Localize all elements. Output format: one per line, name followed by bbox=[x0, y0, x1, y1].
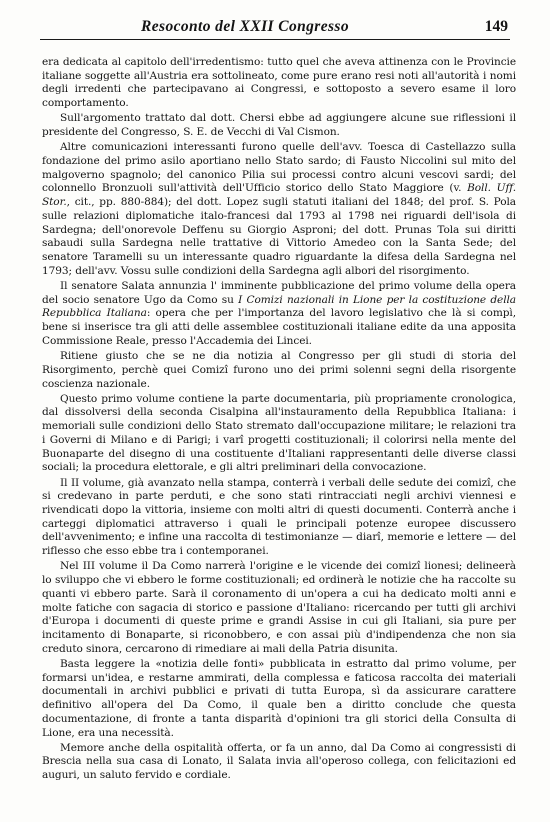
page-header bbox=[40, 12, 510, 38]
header-rule bbox=[40, 39, 510, 40]
paragraph-7: Il II volume, già avanzato nella stampa, conterrà i verbali delle sedute dei comizî, che si credevano in parte perduti, e che sono stati rintracciati negli archivi viennesi e rivendicati dopo la vittoria, insieme con molti altri di questi documenti. Conterrà anche i carteggi diplomatici attraverso i quali le principali potenze europee discussero dell'avvenimento; e infine una raccolta di testimonianze — diarî, memorie e lettere — del riflesso che esso ebbe tra i contemporanei. bbox=[42, 476, 516, 558]
body-text bbox=[42, 56, 516, 784]
paragraph-8: Nel III volume il Da Como narrerà l'origine e le vicende dei comizî lionesi; delineerà lo sviluppo che vi ebbero le forme costituzionali; ed ordinerà le notizie che ha raccolte su quanti vi ebbero parte. Sarà il coronamento di un'opera a cui ha dedicato molti anni e molte fatiche con sagacia di storico e passione d'Italiano: ricercando per tutti gli archivi d'Europa i documenti di queste prime e grandi Assise in cui gli Italiani, sia pure per incitamento di Bonaparte, si riconobbero, e con assai più d'indipendenza che non sia creduto sinora, cercarono di rimediare ai mali della Patria disunita. bbox=[42, 560, 516, 655]
page-number: 149 bbox=[484, 18, 508, 35]
paragraph-10: Memore anche della ospitalità offerta, or fa un anno, dal Da Como ai congressisti di Brescia nella sua casa di Lonato, il Salata invia all'operoso collega, con felicitazioni ed auguri, un saluto fervido e cordiale. bbox=[42, 741, 516, 782]
paragraph-3: Altre comunicazioni interessanti furono quelle dell'avv. Toesca di Castellazzo sulla fondazione del primo asilo aportiano nello Stato sardo; di Fausto Niccolini sul mito del malgoverno spagnolo; del canonico Pilia sui processi contro alcuni vescovi sardi; del colonnello Bronzuoli sull'attività dell'Ufficio storico dello Stato Maggiore (v. Boll. Uff. Stor., cit., pp. 880-884); del dott. Lopez sugli statuti italiani del 1848; del prof. S. Pola sulle relazioni diplomatiche italo-francesi dal 1793 al 1798 nei riguardi dell'isola di Sardegna; dell'onorevole Deffenu su Giorgio Asproni; del dott. Prunas Tola sui diritti sabaudi sulla Sardegna nelle trattative di Vittorio Amedeo con la Santa Sede; del senatore Taramelli su un interessante quadro riguardante la difesa della Sardegna nel 1793; dell'avv. Vossu sulle condizioni della Sardegna agli albori del risorgimento. bbox=[42, 141, 516, 277]
paragraph-2: Sull'argomento trattato dal dott. Chersi ebbe ad aggiungere alcune sue riflessioni il presidente del Congresso, S. E. de Vecchi di Val Cismon. bbox=[42, 112, 516, 139]
running-title: Resoconto del XXII Congresso bbox=[141, 18, 349, 35]
paragraph-5: Ritiene giusto che se ne dia notizia al Congresso per gli studi di storia del Risorgimento, perchè quei Comizî furono uno dei primi solenni segni della risorgente coscienza nazionale. bbox=[42, 350, 516, 390]
paragraph-4: Il senatore Salata annunzia l' imminente pubblicazione del primo volume della opera del socio senatore Ugo da Como su I Comizi nazionali in Lione per la costituzione della Repubblica Italiana: opera che per l'importanza del lavoro legislativo che là si compì, bene si inserisce tra gli atti delle assemblee costituzionali italiane edite da una apposita Commissione Reale, presso l'Accademia dei Lincei. bbox=[42, 280, 516, 347]
paragraph-9: Basta leggere la «notizia delle fonti» pubblicata in estratto dal primo volume, per formarsi un'idea, e restarne ammirati, della complessa e faticosa raccolta dei materiali documentali in archivi pubblici e privati di tutta Europa, sì da assicurare carattere definitivo all'opera del Da Como, il quale ben a diritto conclude che questa documentazione, di fronte a tanta disparità d'opinioni tra gli storici della Consulta di Lione, era una necessità. bbox=[42, 657, 516, 739]
paragraph-1: era dedicata al capitolo dell'irredentismo: tutto quel che aveva attinenza con le Provincie italiane soggette all'Austria era sottolineato, come pure erano resi noti all'autorità i nomi degli irredenti che partecipavano ai Congressi, e sottoposto a severo esame il loro comportamento. bbox=[42, 56, 516, 110]
paragraph-6: Questo primo volume contiene la parte documentaria, più propriamente cronologica, dal dissolversi della seconda Cisalpina all'instauramento della Repubblica Italiana: i memoriali sulle condizioni dello Stato stremato dall'occupazione militare; le relazioni tra i Governi di Milano e di Parigi; i varî progetti costituzionali; il colorirsi nella mente del Buonaparte del disegno di una costituente d'Italiani rappresentanti delle diverse classi sociali; la procedura elettorale, e gli altri preliminari della convocazione. bbox=[42, 392, 516, 474]
